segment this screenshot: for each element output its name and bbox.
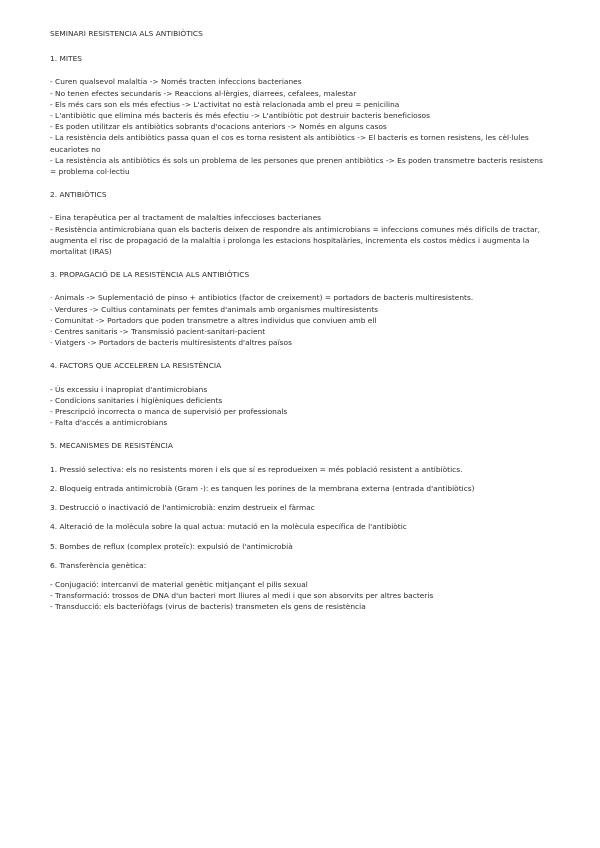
section-heading: 3. PROPAGACIÓ DE LA RESISTÈNCIA ALS ANTIBIÒTICS (50, 270, 250, 280)
section-antibiotics (50, 189, 550, 257)
numbered-item: 4. Alteració de la molècula sobre la qual actua: mutació en la molècula específica de l'antibiòtic (50, 522, 407, 532)
list-item: - Conjugació: intercanvi de material genètic mitjançant el pilis sexual (50, 579, 308, 589)
section-propagacio (50, 269, 550, 348)
list-item: - Resistència antimicrobiana quan els bacteris deixen de respondre als antimicrobians = infeccions comunes més difícils de tractar, augmenta el risc de propagació de la malaltia i prolonga les estacions hospitalàries, incrementa els costos mèdics i augmenta la mortalitat (IRAS) (50, 224, 540, 257)
list-item: - Transformació: trossos de DNA d'un bacteri mort lliures al medi i que son absorvits per altres bacteris (50, 591, 434, 601)
list-item: - La resistència als antibiòtics és sols un problema de les persones que prenen antibiòtics -> Es poden transmetre bacteris resistens = problema col·lectiu (50, 155, 543, 177)
list-item: · Viatgers -> Portadors de bacteris multiresistents d'altres països (50, 338, 292, 348)
numbered-item: 5. Bombes de reflux (complex proteïc): expulsió de l'antimicrobià (50, 541, 293, 551)
list-item: - La resistència dels antibiòtics passa quan el cos es torna resistent als antibiòtics -> El bacteris es tornen resistens, les cèl·lules eucariotes no (50, 133, 529, 154)
numbered-item: 2. Bloqueig entrada antimicrobià (Gram -): es tanquen les porines de la membrana externa (entrada d'antibiòtics) (50, 483, 475, 493)
list-item: - Els més cars son els més efectius -> L'activitat no està relacionada amb el preu = penicilina (50, 99, 400, 109)
numbered-item: 1. Pressió selectiva: els no resistents moren i els que sí es reprodueixen = més població resistent a antibiòtics. (50, 464, 463, 474)
section-heading: 1. MITES (50, 54, 82, 64)
list-item: - Transducció: els bacteriòfags (virus de bacteris) transmeten els gens de resistència (50, 602, 366, 612)
document-title: SEMINARI RESISTENCIA ALS ANTIBIÒTICS (50, 29, 203, 38)
list-item: - Ús excessiu i inapropiat d'antimicrobians (50, 384, 208, 394)
list-item: - Condicions sanitaries i higièniques deficients (50, 395, 223, 405)
list-item: - Curen qualsevol malaltia -> Només tracten infeccions bacterianes (50, 77, 302, 87)
numbered-item: 6. Transferència genètica: (50, 560, 147, 570)
section-mecanismes (50, 440, 550, 612)
list-item: - Es poden utilitzar els antibiòtics sobrants d'ocacions anteriors -> Només en alguns casos (50, 122, 387, 132)
list-item: · Animals -> Suplementació de pinso + antibiotics (factor de creixement) = portadors de bacteris multiresistents. (50, 293, 474, 303)
list-item: - Eina terapèutica per al tractament de malalties infeccioses bacterianes (50, 213, 322, 223)
list-item: · Verdures -> Cultius contaminats per femtes d'animals amb organismes multiresistents (50, 304, 379, 314)
list-item: - Falta d'accés a antimicrobians (50, 418, 168, 428)
section-mites (50, 53, 550, 177)
section-heading: 4. FACTORS QUE ACCELEREN LA RESISTÈNCIA (50, 361, 222, 371)
list-item: - Prescripció incorrecta o manca de supervisió per professionals (50, 407, 288, 417)
list-item: - No tenen efectes secundaris -> Reaccions al·lèrgies, diarrees, cefalees, malestar (50, 88, 357, 98)
list-item: · Centres sanitaris -> Transmissió pacient-sanitari-pacient (50, 327, 266, 337)
section-heading: 2. ANTIBIÒTICS (50, 190, 107, 200)
list-item: · Comunitat -> Portadors que poden transmetre a altres individus que conviuen amb ell (50, 315, 377, 325)
list-item: - L'antibiòtic que elimina més bacteris és més efectiu -> L'antibiòtic pot destruir bacteris beneficiosos (50, 111, 430, 121)
numbered-item: 3. Destrucció o inactivació de l'antimicrobià: enzim destrueix el fàrmac (50, 503, 315, 513)
section-factors (50, 360, 550, 428)
section-heading: 5. MECANISMES DE RESISTÈNCIA (50, 441, 173, 451)
